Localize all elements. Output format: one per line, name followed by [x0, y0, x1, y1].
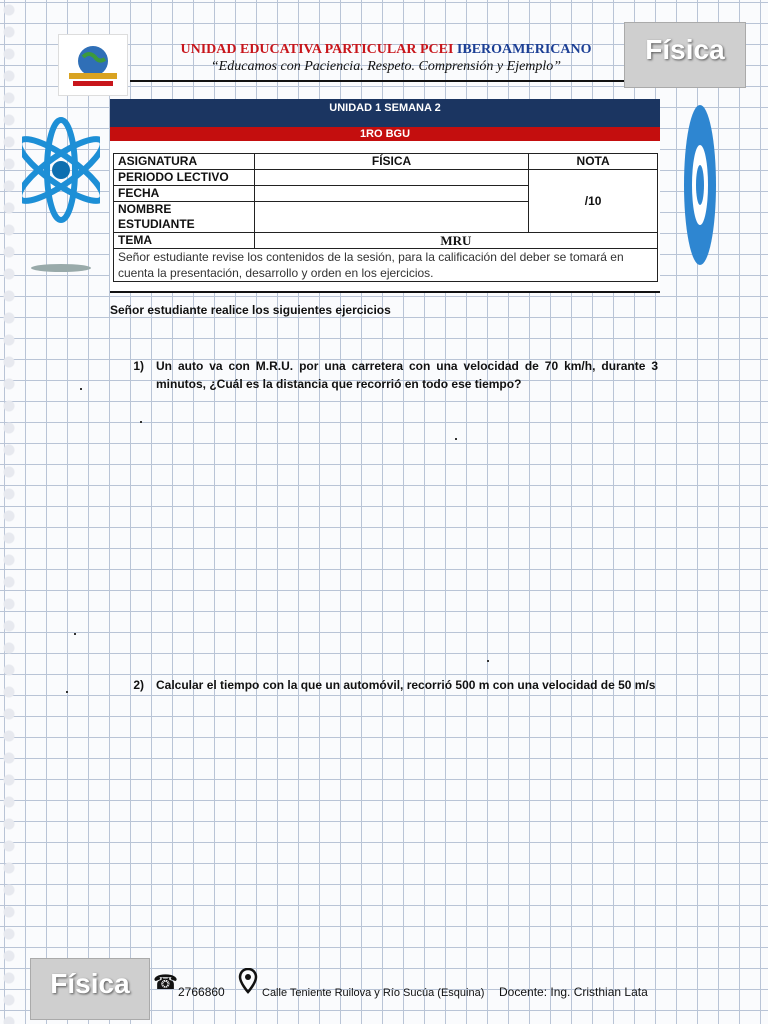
location-pin-icon	[238, 968, 258, 994]
nombre-field[interactable]	[254, 202, 528, 233]
periodo-field[interactable]	[254, 170, 528, 186]
school-motto: “Educamos con Paciencia. Respeto. Comprensión y Ejemplo”	[210, 59, 562, 74]
tema-value: MRU	[254, 233, 657, 249]
asignatura-value: FÍSICA	[254, 154, 528, 170]
tema-label: TEMA	[114, 233, 255, 249]
stray-mark	[455, 438, 457, 440]
stray-mark	[487, 660, 489, 662]
atom-icon	[22, 110, 100, 280]
phone-icon: ☎	[153, 970, 178, 994]
question-2-text: Calcular el tiempo con la que un automóvil, recorrió 500 m con una velocidad de 50 m/s	[156, 678, 656, 692]
question-1-number: 1)	[133, 359, 144, 373]
answer-area-1[interactable]	[156, 396, 658, 656]
teacher-name: Docente: Ing. Cristhian Lata	[499, 985, 648, 999]
course-banner: 1RO BGU	[110, 127, 660, 141]
question-2-number: 2)	[133, 678, 144, 692]
gear-icon	[682, 100, 718, 270]
school-name-red: UNIDAD EDUCATIVA PARTICULAR PCEI	[180, 42, 457, 57]
school-address: Calle Teniente Ruilova y Río Sucúa (Esquina)	[262, 987, 485, 999]
question-1-text: Un auto va con M.R.U. por una carretera con una velocidad de 70 km/h, durante 3 minutos, ¿Cuál es la distancia que recorrió en todo ese tiempo?	[156, 359, 658, 391]
stray-mark	[74, 633, 76, 635]
fisica-logo-label: Física	[645, 34, 725, 65]
section-divider	[110, 291, 660, 293]
school-name-blue: IBEROAMERICANO	[456, 42, 592, 57]
spiral-binding	[0, 0, 18, 1024]
stray-mark	[140, 421, 142, 423]
unit-banner: UNIDAD 1 SEMANA 2	[110, 99, 660, 127]
fecha-label: FECHA	[114, 186, 255, 202]
nota-label: NOTA	[529, 154, 658, 170]
info-table	[113, 153, 658, 282]
periodo-label: PERIODO LECTIVO	[114, 170, 255, 186]
instructions-text: Señor estudiante revise los contenidos de la sesión, para la calificación del deber se tomará en cuenta la presentación, desarrollo y orden en los ejercicios.	[114, 249, 658, 282]
fecha-field[interactable]	[254, 186, 528, 202]
stray-mark	[80, 388, 82, 390]
header-divider	[130, 80, 624, 82]
phone-number: 2766860	[178, 985, 225, 999]
answer-area-2[interactable]	[156, 716, 658, 946]
nota-value: /10	[529, 170, 658, 233]
school-logo	[58, 34, 128, 96]
asignatura-label: ASIGNATURA	[114, 154, 255, 170]
exercises-intro: Señor estudiante realice los siguientes ejercicios	[110, 303, 391, 317]
school-name	[130, 42, 642, 58]
stray-mark	[66, 691, 68, 693]
nombre-label: NOMBRE ESTUDIANTE	[114, 202, 255, 233]
footer-fisica-label: Física	[50, 968, 130, 999]
